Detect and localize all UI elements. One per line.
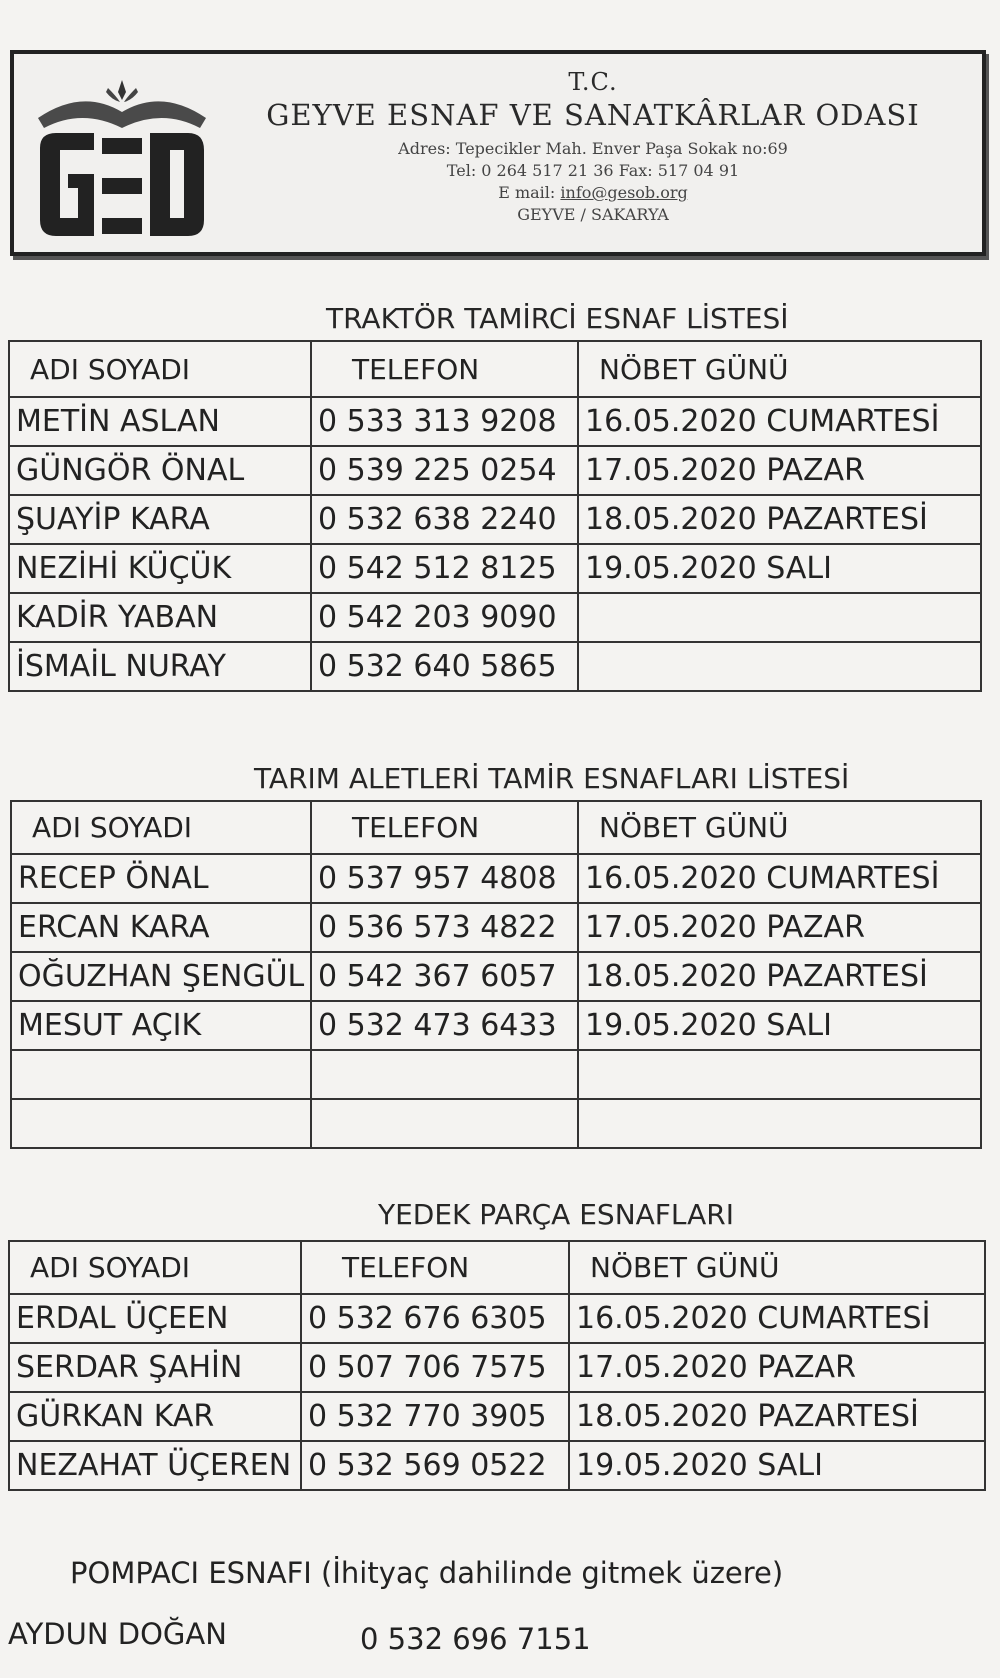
cell-phone: 0 533 313 9208 <box>311 397 578 446</box>
cell-name <box>11 1050 311 1099</box>
cell-name: NEZİHİ KÜÇÜK <box>9 544 311 593</box>
cell-duty-day: 18.05.2020 PAZARTESİ <box>569 1392 985 1441</box>
table-header-row <box>9 341 981 397</box>
cell-duty-day <box>578 593 981 642</box>
address-line: Adres: Tepecikler Mah. Enver Paşa Sokak no:69 <box>398 139 788 158</box>
table-row <box>9 446 981 495</box>
cell-duty-day: 18.05.2020 PAZARTESİ <box>578 952 981 1001</box>
table-row <box>9 495 981 544</box>
cell-duty-day: 19.05.2020 SALI <box>569 1441 985 1490</box>
col-header-name: ADI SOYADI <box>11 801 311 854</box>
email-line <box>234 182 952 204</box>
cell-name: KADİR YABAN <box>9 593 311 642</box>
cell-name <box>11 1099 311 1148</box>
table-row <box>9 1294 985 1343</box>
pump-contact-name: AYDUN DOĞAN <box>8 1617 227 1651</box>
letterhead <box>10 50 986 256</box>
cell-duty-day: 19.05.2020 SALI <box>578 544 981 593</box>
table-row <box>9 1343 985 1392</box>
letterhead-text <box>234 68 952 226</box>
cell-phone: 0 532 569 0522 <box>301 1441 569 1490</box>
cell-duty-day <box>578 1099 981 1148</box>
table-row <box>9 642 981 691</box>
cell-phone <box>311 1050 578 1099</box>
spare-parts-table <box>8 1240 986 1491</box>
cell-duty-day <box>578 1050 981 1099</box>
cell-phone: 0 536 573 4822 <box>311 903 578 952</box>
cell-duty-day: 19.05.2020 SALI <box>578 1001 981 1050</box>
table-row <box>11 1050 981 1099</box>
col-header-phone: TELEFON <box>311 341 578 397</box>
farm-tools-repair-table <box>10 800 982 1149</box>
cell-duty-day: 17.05.2020 PAZAR <box>569 1343 985 1392</box>
table-header-row <box>9 1241 985 1294</box>
cell-phone: 0 542 203 9090 <box>311 593 578 642</box>
organization-name: GEYVE ESNAF VE SANATKÂRLAR ODASI <box>266 98 920 132</box>
table-header-row <box>11 801 981 854</box>
col-header-name: ADI SOYADI <box>9 341 311 397</box>
phone-line: Tel: 0 264 517 21 36 Fax: 517 04 91 <box>446 161 740 180</box>
cell-name: OĞUZHAN ŞENGÜL <box>11 952 311 1001</box>
cell-name: NEZAHAT ÜÇEREN <box>9 1441 301 1490</box>
cell-duty-day: 18.05.2020 PAZARTESİ <box>578 495 981 544</box>
city-line: GEYVE / SAKARYA <box>517 205 669 224</box>
cell-phone <box>311 1099 578 1148</box>
table-row <box>9 1441 985 1490</box>
cell-phone: 0 532 640 5865 <box>311 642 578 691</box>
cell-name: ERDAL ÜÇEEN <box>9 1294 301 1343</box>
col-header-duty-day: NÖBET GÜNÜ <box>578 801 981 854</box>
pump-contact-phone: 0 532 696 7151 <box>360 1622 591 1656</box>
section-title-farm-tools: TARIM ALETLERİ TAMİR ESNAFLARI LİSTESİ <box>254 762 850 795</box>
email-label: E mail: <box>498 183 561 202</box>
table-row <box>9 1392 985 1441</box>
cell-phone: 0 542 367 6057 <box>311 952 578 1001</box>
tractor-repair-table <box>8 340 982 692</box>
col-header-name: ADI SOYADI <box>9 1241 301 1294</box>
cell-phone: 0 532 676 6305 <box>301 1294 569 1343</box>
cell-name: SERDAR ŞAHİN <box>9 1343 301 1392</box>
col-header-phone: TELEFON <box>301 1241 569 1294</box>
cell-name: ERCAN KARA <box>11 903 311 952</box>
cell-duty-day: 17.05.2020 PAZAR <box>578 446 981 495</box>
cell-phone: 0 542 512 8125 <box>311 544 578 593</box>
cell-phone: 0 532 473 6433 <box>311 1001 578 1050</box>
table-row <box>11 1001 981 1050</box>
geso-logo <box>32 78 212 238</box>
table-row <box>11 1099 981 1148</box>
table-row <box>11 952 981 1001</box>
cell-name: METİN ASLAN <box>9 397 311 446</box>
col-header-duty-day: NÖBET GÜNÜ <box>569 1241 985 1294</box>
cell-phone: 0 507 706 7575 <box>301 1343 569 1392</box>
table-row <box>9 397 981 446</box>
cell-name: İSMAİL NURAY <box>9 642 311 691</box>
cell-phone: 0 539 225 0254 <box>311 446 578 495</box>
cell-name: GÜRKAN KAR <box>9 1392 301 1441</box>
cell-phone: 0 532 770 3905 <box>301 1392 569 1441</box>
table-row <box>11 854 981 903</box>
cell-duty-day: 16.05.2020 CUMARTESİ <box>578 854 981 903</box>
table-row <box>11 903 981 952</box>
cell-name: MESUT AÇIK <box>11 1001 311 1050</box>
header-tc: T.C. <box>568 68 618 96</box>
cell-name: GÜNGÖR ÖNAL <box>9 446 311 495</box>
pump-section-title: POMPACI ESNAFI (İhityaç dahilinde gitmek üzere) <box>70 1556 784 1590</box>
table-row <box>9 544 981 593</box>
col-header-duty-day: NÖBET GÜNÜ <box>578 341 981 397</box>
cell-phone: 0 537 957 4808 <box>311 854 578 903</box>
cell-phone: 0 532 638 2240 <box>311 495 578 544</box>
cell-name: ŞUAYİP KARA <box>9 495 311 544</box>
section-title-spare-parts: YEDEK PARÇA ESNAFLARI <box>378 1198 735 1231</box>
cell-duty-day: 16.05.2020 CUMARTESİ <box>578 397 981 446</box>
email-link[interactable]: info@gesob.org <box>560 183 688 202</box>
table-row <box>9 593 981 642</box>
cell-duty-day: 16.05.2020 CUMARTESİ <box>569 1294 985 1343</box>
cell-duty-day: 17.05.2020 PAZAR <box>578 903 981 952</box>
col-header-phone: TELEFON <box>311 801 578 854</box>
section-title-tractor: TRAKTÖR TAMİRCİ ESNAF LİSTESİ <box>326 302 789 335</box>
cell-name: RECEP ÖNAL <box>11 854 311 903</box>
cell-duty-day <box>578 642 981 691</box>
